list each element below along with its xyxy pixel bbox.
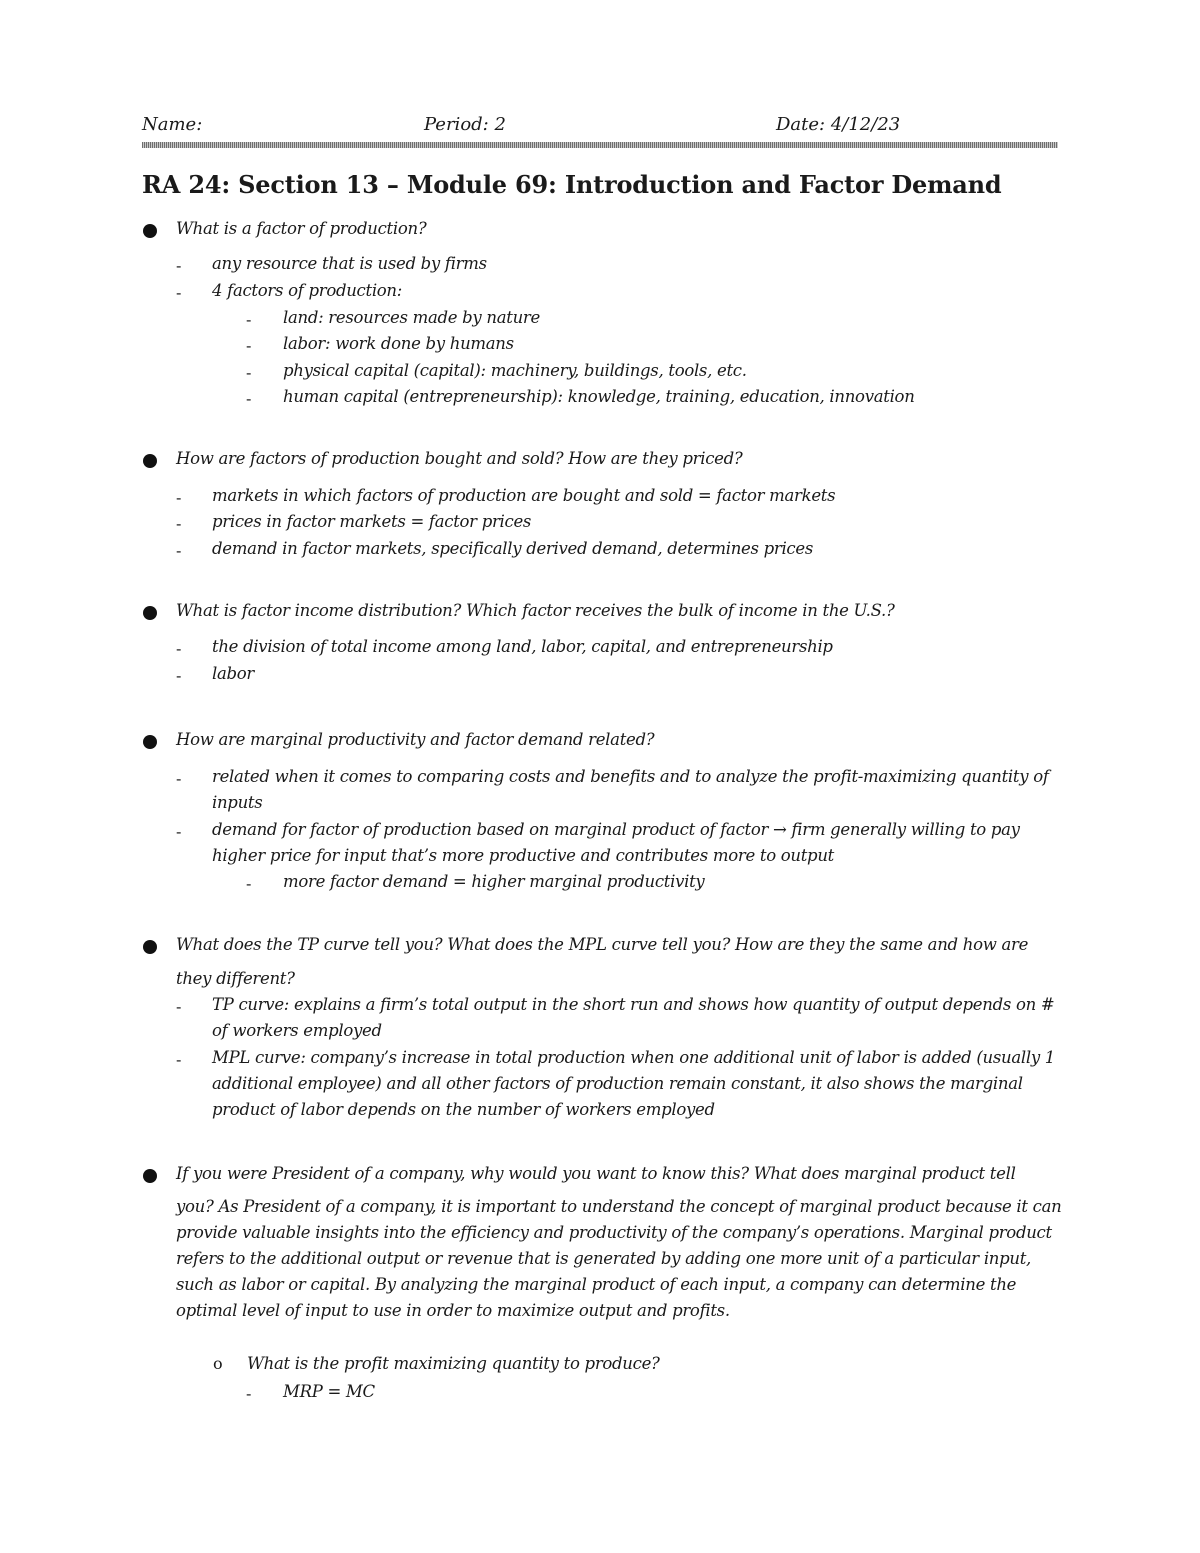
dash-marker: - [176,283,182,302]
answer-item: markets in which factors of production are bought and sold = factor markets [212,486,836,505]
answer-item: 4 factors of production: [212,281,403,300]
bullet-dot [143,735,157,749]
question: How are marginal productivity and factor demand related? [176,730,655,749]
answer-item-cont: inputs [212,793,263,812]
question: What does the TP curve tell you? What does the MPL curve tell you? How are they the same and how are [176,935,1029,954]
dash-marker: - [176,1050,182,1069]
answer-item: the division of total income among land, labor, capital, and entrepreneurship [212,637,833,656]
sub-answer: MRP = MC [283,1382,375,1401]
period-label: Period: 2 [424,114,506,135]
dash-marker: - [246,336,252,355]
dash-marker: - [176,639,182,658]
answer-item: related when it comes to comparing costs and benefits and to analyze the profit-maximizing quantity of [212,767,1049,786]
dash-marker: - [176,488,182,507]
answer-subitem: more factor demand = higher marginal productivity [283,872,705,891]
answer-item-cont: of workers employed [212,1021,382,1040]
answer-subitem: human capital (entrepreneurship): knowledge, training, education, innovation [283,387,915,406]
answer-item: labor [212,664,254,683]
answer-item: any resource that is used by firms [212,254,487,273]
answer-subitem: land: resources made by nature [283,308,540,327]
question: What is a factor of production? [176,219,427,238]
dash-marker: - [176,256,182,275]
answer-paragraph-line: refers to the additional output or revenue that is generated by adding one more unit of a particular input, [176,1249,1031,1268]
dash-marker: - [176,666,182,685]
dash-marker: - [246,874,252,893]
answer-paragraph-line: you? As President of a company, it is important to understand the concept of marginal product because it can [176,1197,1062,1216]
sub-question: What is the profit maximizing quantity to produce? [247,1354,660,1373]
answer-item: MPL curve: company’s increase in total production when one additional unit of labor is added (usually 1 [212,1048,1056,1067]
dash-marker: - [176,822,182,841]
dash-marker: - [176,541,182,560]
question: What is factor income distribution? Which factor receives the bulk of income in the U.S.? [176,601,895,620]
answer-paragraph-line: optimal level of input to use in order to maximize output and profits. [176,1301,730,1320]
dash-marker: - [246,389,252,408]
dash-marker: - [176,769,182,788]
bullet-dot [143,606,157,620]
circle-bullet-icon: o [213,1354,223,1373]
answer-item-cont: product of labor depends on the number of workers employed [212,1100,715,1119]
answer-item: demand for factor of production based on marginal product of factor → firm generally willing to pay [212,820,1020,839]
answer-subitem: labor: work done by humans [283,334,514,353]
bullet-dot [143,1169,157,1183]
question-cont: they different? [176,969,295,988]
question: How are factors of production bought and sold? How are they priced? [176,449,743,468]
dash-marker: - [176,514,182,533]
name-label: Name: [142,114,203,135]
dash-marker: - [246,310,252,329]
answer-item: prices in factor markets = factor prices [212,512,532,531]
header-rule [142,142,1058,148]
page-title: RA 24: Section 13 – Module 69: Introduction and Factor Demand [142,170,1002,199]
bullet-dot [143,224,157,238]
question: If you were President of a company, why would you want to know this? What does marginal product tell [176,1164,1016,1183]
dash-marker: - [176,997,182,1016]
bullet-dot [143,454,157,468]
date-label: Date: 4/12/23 [776,114,901,135]
answer-paragraph-line: provide valuable insights into the efficiency and productivity of the company’s operations. Marginal product [176,1223,1052,1242]
answer-item: demand in factor markets, specifically derived demand, determines prices [212,539,814,558]
dash-marker: - [246,1384,252,1403]
answer-paragraph-line: such as labor or capital. By analyzing the marginal product of each input, a company can determine the [176,1275,1017,1294]
answer-subitem: physical capital (capital): machinery, buildings, tools, etc. [283,361,747,380]
answer-item-cont: higher price for input that’s more productive and contributes more to output [212,846,834,865]
bullet-dot [143,940,157,954]
answer-item-cont: additional employee) and all other factors of production remain constant, it also shows the marginal [212,1074,1023,1093]
dash-marker: - [246,363,252,382]
answer-item: TP curve: explains a firm’s total output in the short run and shows how quantity of output depends on # [212,995,1055,1014]
